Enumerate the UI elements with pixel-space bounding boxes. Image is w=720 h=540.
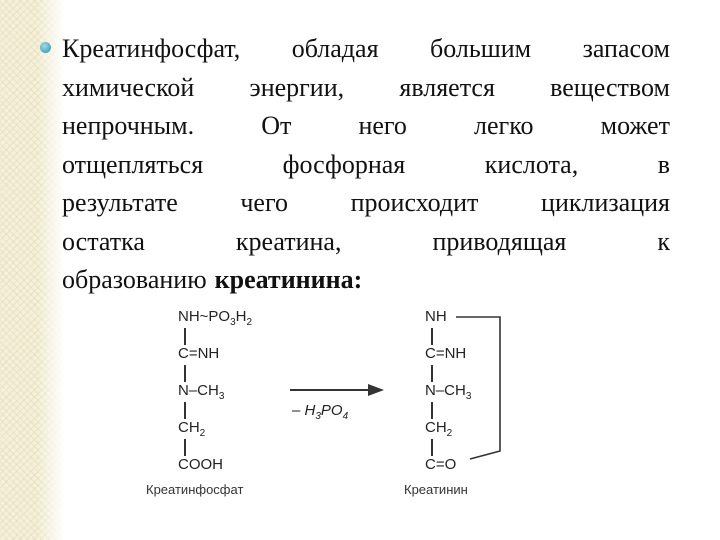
word: Креатинфосфат, [62, 34, 241, 63]
bond-line [431, 402, 433, 419]
product-group-1: NH [425, 308, 447, 325]
bond-line [431, 328, 433, 345]
word: креатина, [235, 226, 342, 256]
product-group-5: C=O [425, 456, 457, 473]
word: веществом [550, 72, 670, 102]
paragraph-line-2 [62, 69, 670, 108]
reactant-caption: Креатинфосфат [146, 482, 244, 497]
word: чего [240, 188, 288, 217]
paragraph-line-6 [62, 223, 670, 262]
word: него [358, 111, 407, 140]
reactant-group-3: $N-CH_3$ [178, 382, 225, 402]
word: результате [62, 188, 178, 217]
reactant-group-5: COOH [178, 456, 223, 473]
word: образованию [62, 265, 207, 294]
word: приводящая [432, 226, 567, 256]
decorative-stripe-fade [0, 0, 62, 540]
paragraph-line-5 [62, 184, 670, 223]
bullet-icon [40, 42, 51, 53]
main-paragraph [62, 30, 670, 300]
reactant-group-4: $CH_2$ [178, 419, 206, 439]
reaction-arrow-icon [288, 380, 388, 400]
word: является [399, 72, 495, 102]
word: к [657, 226, 670, 256]
word: обладая [291, 34, 379, 63]
reactant-group-2: C=NH [178, 345, 220, 362]
word: От [261, 111, 292, 140]
bond-line [184, 439, 186, 456]
product-group-3: $N-CH_3$ [425, 382, 472, 402]
paragraph-line-4 [62, 146, 670, 185]
word: отщепляться [62, 149, 204, 179]
word: остатка [62, 226, 145, 256]
word: легко [474, 111, 534, 140]
word: непрочным. [62, 111, 195, 140]
word: энергии, [249, 72, 345, 102]
paragraph-line-1 [62, 30, 670, 69]
word: фосфорная [282, 149, 406, 179]
product-caption: Креатинин [404, 482, 468, 497]
bond-line [184, 402, 186, 419]
word: большим [430, 34, 532, 63]
word: происходит [350, 188, 479, 217]
ring-closure-bracket [452, 305, 512, 465]
paragraph-line-7 [62, 261, 670, 300]
reactant-group-1: $NH\sim PO_3H_2$ [178, 308, 253, 328]
word: в [657, 149, 670, 179]
paragraph-line-3 [62, 107, 670, 146]
word: кислота, [484, 149, 579, 179]
bond-line [431, 439, 433, 456]
bond-line [184, 328, 186, 345]
bond-line [431, 365, 433, 382]
word: запасом [582, 34, 670, 63]
word: циклизация [541, 188, 670, 217]
word: может [600, 111, 670, 140]
product-group-2: C=NH [425, 345, 467, 362]
bold-term-creatinine: креатинина: [214, 265, 363, 294]
word: химической [62, 72, 195, 102]
bond-line [184, 365, 186, 382]
product-group-4: $CH_2$ [425, 419, 453, 439]
